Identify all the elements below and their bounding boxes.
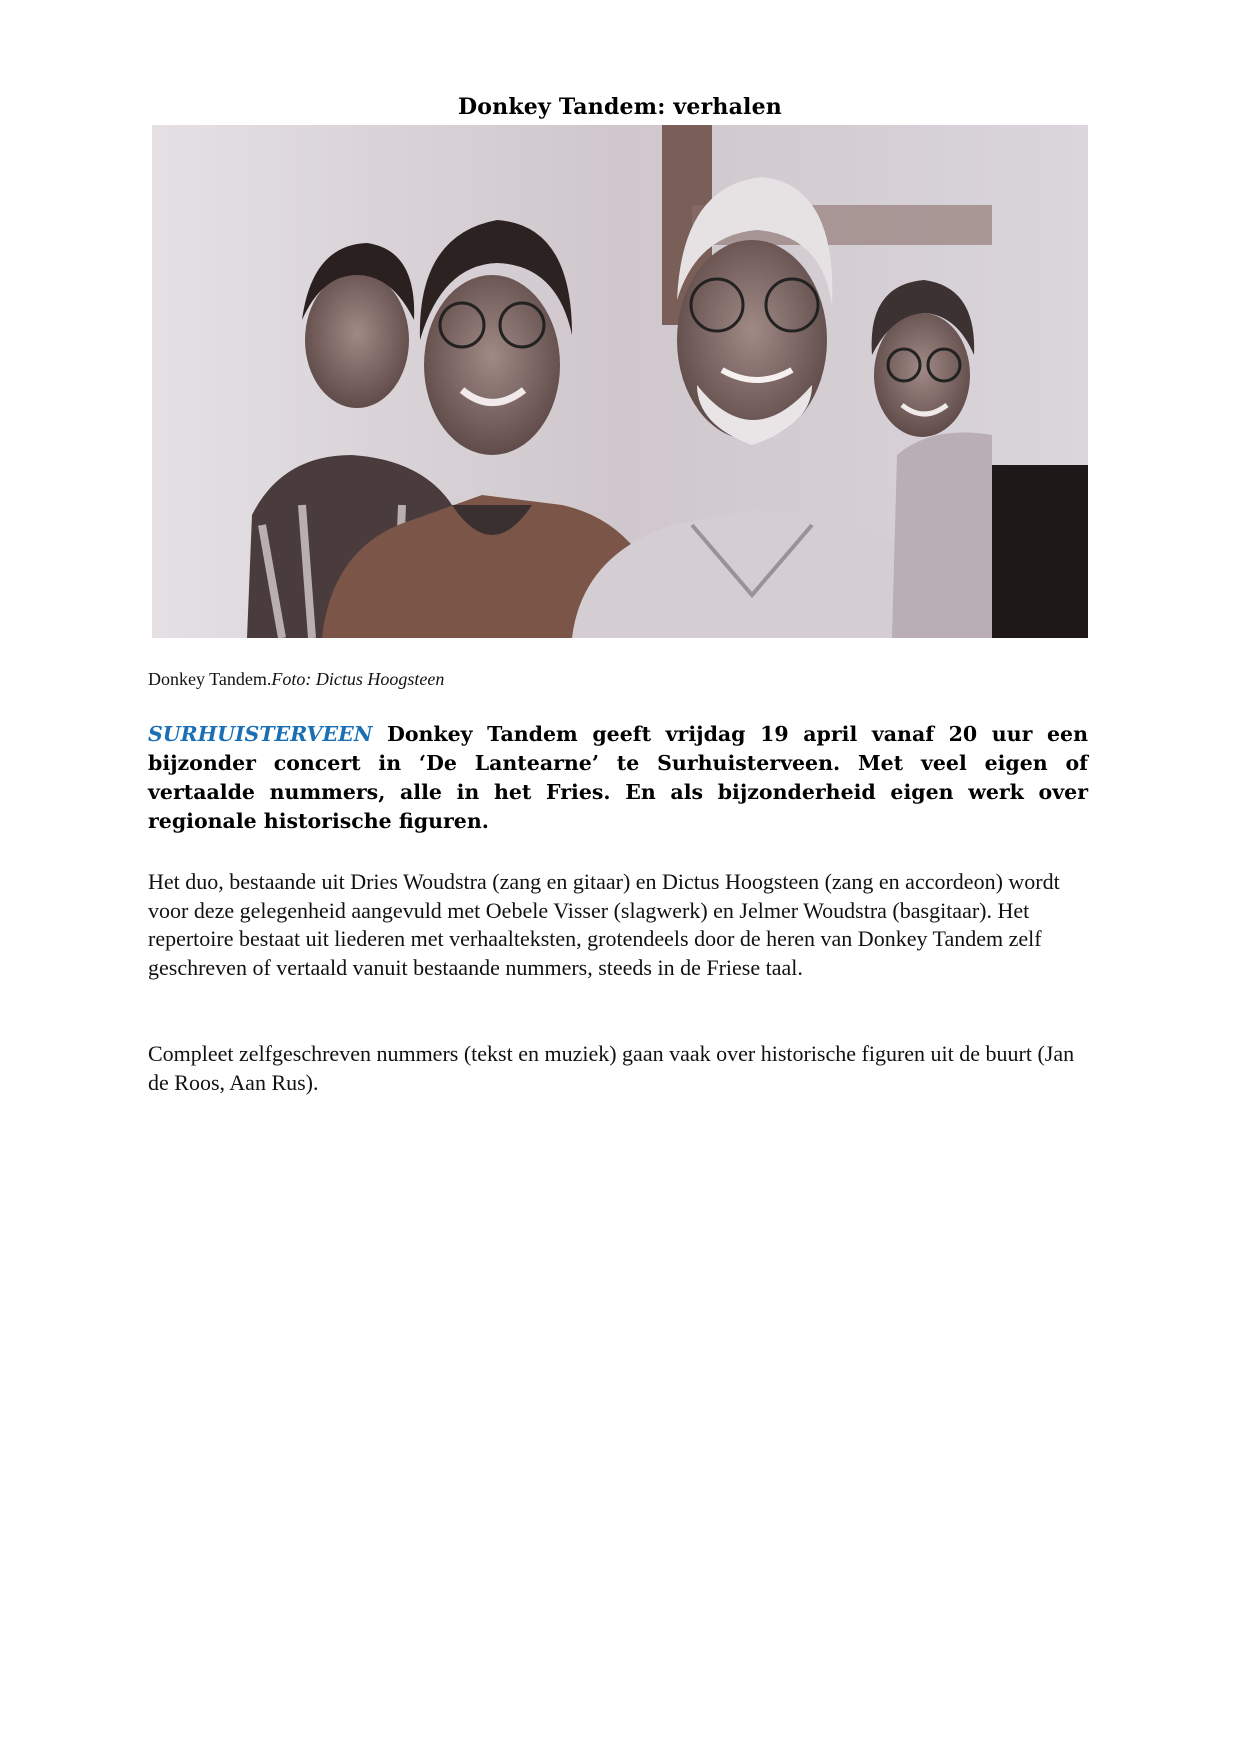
- article-lead: [148, 720, 1088, 836]
- caption-credit: Foto: Dictus Hoogsteen: [271, 669, 445, 689]
- dateline: SURHUISTERVEEN: [148, 722, 373, 746]
- body-paragraph: Het duo, bestaande uit Dries Woudstra (zang en gitaar) en Dictus Hoogsteen (zang en accordeon) wordt voor deze gelegenheid aangevuld met Oebele Visser (slagwerk) en Jelmer Woudstra (basgitaar). Het repertoire bestaat uit liederen met verhaalteksten, grotendeels door de heren van Donkey Tandem zelf geschreven of vertaald vanuit bestaande nummers, steeds in de Friese taal.: [148, 869, 1060, 980]
- caption-text: Donkey Tandem.: [148, 669, 272, 689]
- band-photo: [152, 125, 1088, 638]
- lead-text: Donkey Tandem geeft vrijdag 19 april vanaf 20 uur een bijzonder concert in ‘De Lantearne’ te Surhuisterveen. Met veel eigen of vertaalde nummers, alle in het Fries. En als bijzonderheid eigen werk over regionale historische figuren.: [148, 722, 1088, 833]
- photo-caption: [148, 669, 444, 690]
- article-title: Donkey Tandem: verhalen: [458, 94, 782, 120]
- body-paragraph: Compleet zelfgeschreven nummers (tekst en muziek) gaan vaak over historische figuren uit de buurt (Jan de Roos, Aan Rus).: [148, 1041, 1075, 1095]
